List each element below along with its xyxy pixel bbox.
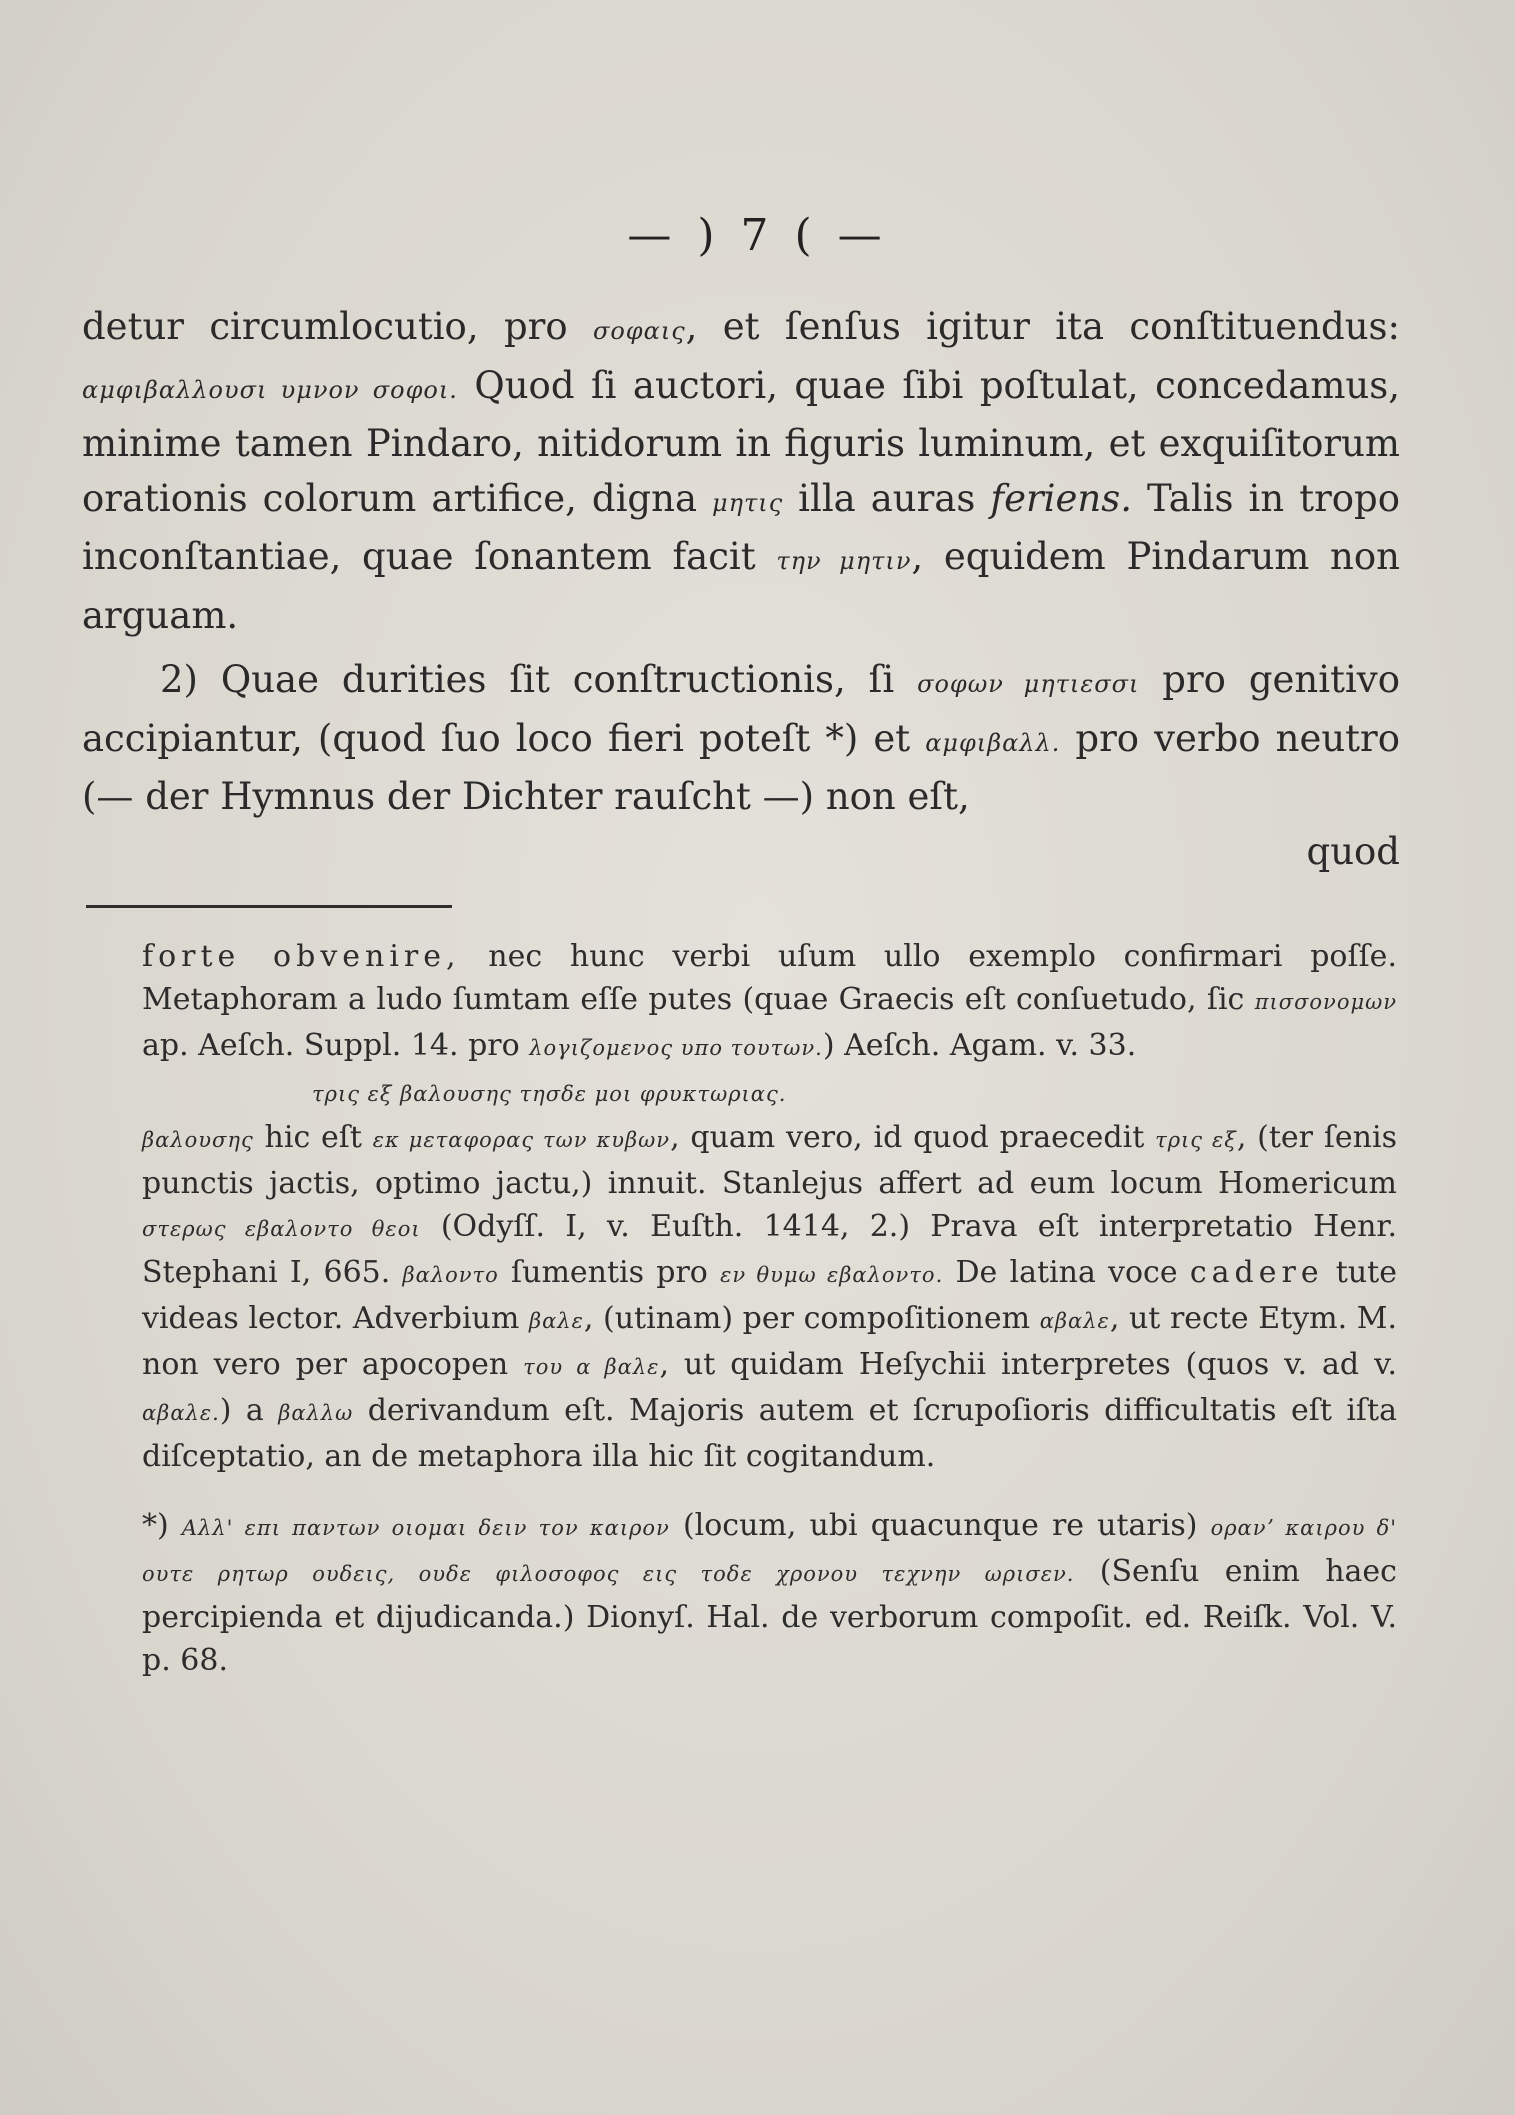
text: (locum, ubi quacunque re utaris) bbox=[682, 1508, 1198, 1543]
text: hic eſt bbox=[264, 1120, 362, 1155]
text: nec hunc verbi uſum ullo exemplo confirmari poſſe. Metaphoram a ludo ſumtam eſſe putes (quae Graecis eſt conſuetudo, ſic bbox=[142, 939, 1397, 1017]
text: ) a bbox=[219, 1393, 264, 1428]
text: 2) Quae durities ſit conſtructionis, ſi bbox=[160, 658, 895, 701]
text: Talis in tropo inconſtantiae, quae ſonantem facit bbox=[82, 476, 1400, 578]
text: ) Aeſch. Agam. v. 33. bbox=[822, 1028, 1137, 1063]
greek-text: εν θυμω εβαλοντο. bbox=[720, 1263, 944, 1287]
text: (Odyſſ. I, v. Euſth. 1414, 2.) Prava eſt interpretatio Henr. Stephani I, 665. bbox=[142, 1209, 1397, 1290]
greek-text: βαλουσης bbox=[142, 1128, 254, 1152]
text: ap. Aeſch. Suppl. 14. pro bbox=[142, 1028, 520, 1063]
footnotes bbox=[142, 935, 1397, 1682]
text: , equidem Pindarum non arguam. bbox=[82, 535, 1400, 637]
text: pro genitivo accipiantur, (quod ſuo loco fieri poteſt *) et bbox=[82, 658, 1400, 760]
text: , ut quidam Heſychii interpretes (quos v. ad v. bbox=[659, 1347, 1397, 1382]
greek-text: την μητιν bbox=[776, 547, 912, 575]
footnote-2 bbox=[142, 1504, 1397, 1682]
greek-text: εκ μεταφορας των κυβων bbox=[372, 1128, 671, 1152]
footnote-1-continued bbox=[142, 1116, 1397, 1478]
italic-text: feriens. bbox=[990, 476, 1132, 520]
footnote-1 bbox=[142, 935, 1397, 1070]
greek-text: στερως εβαλοντο θεοι bbox=[142, 1217, 421, 1241]
greek-text: βαλε bbox=[528, 1309, 584, 1333]
text: , et ſenſus igitur ita conſtituendus: bbox=[685, 305, 1401, 348]
footnote-divider bbox=[86, 905, 452, 908]
greek-text: σοφων μητιεσσι bbox=[917, 670, 1140, 698]
text: , (ter ſenis punctis jactis, optimo jactu,) innuit. Stanlejus affert ad eum locum Homericum bbox=[142, 1120, 1397, 1201]
spaced-text: cadere bbox=[1189, 1255, 1324, 1290]
text: , ut recte Etym. M. non vero per apocopen bbox=[142, 1301, 1398, 1382]
greek-text: του α βαλε bbox=[523, 1355, 660, 1379]
page-header: — ) 7 ( — bbox=[627, 210, 888, 261]
text: , (utinam) per compoſitionem bbox=[583, 1301, 1031, 1336]
greek-text: μητις bbox=[712, 488, 784, 517]
greek-text: τρις εξ bbox=[1155, 1128, 1237, 1152]
text: illa auras bbox=[798, 476, 976, 520]
main-text bbox=[82, 300, 1400, 879]
greek-text: αβαλε bbox=[1039, 1309, 1110, 1333]
footnote-marker: *) bbox=[142, 1508, 169, 1543]
catchword: quod bbox=[1306, 829, 1400, 873]
text: , quam vero, id quod praecedit bbox=[670, 1120, 1145, 1155]
greek-text: βαλοντο bbox=[402, 1263, 499, 1287]
paragraph-1 bbox=[82, 300, 1400, 643]
text: tute videas lector. Adverbium bbox=[142, 1255, 1397, 1336]
verse-quote bbox=[142, 1070, 1397, 1116]
greek-text: σοφαις bbox=[592, 317, 686, 345]
paragraph-2 bbox=[82, 653, 1400, 825]
greek-text: αβαλε. bbox=[142, 1401, 220, 1425]
text: derivandum eſt. Majoris autem et ſcrupoſioris difficultatis eſt iſta diſceptatio, an de metaphora illa hic ſit cogitandum. bbox=[142, 1393, 1397, 1474]
text: detur circumlocutio, pro bbox=[82, 305, 568, 348]
greek-text: αμφιβαλλ. bbox=[925, 728, 1061, 757]
greek-text: ορανʼ καιρου δ' ουτε ρητωρ ουδεις, ουδε φιλοσοφος εις τοδε χρονου τεχνην ωρισεν. bbox=[142, 1516, 1398, 1586]
spaced-text: forte obvenire, bbox=[142, 939, 461, 974]
greek-text: πισσονομων bbox=[1254, 990, 1397, 1014]
text: De latina voce bbox=[955, 1255, 1178, 1290]
greek-text: αμφιβαλλουσι υμνον σοφοι. bbox=[82, 375, 458, 404]
text: ſumentis pro bbox=[511, 1255, 708, 1290]
text: Quod ſi auctori, quae ſibi poſtulat, concedamus, minime tamen Pindaro, nitidorum in figuris luminum, et exquiſitorum orationis colorum artifice, digna bbox=[82, 363, 1400, 520]
greek-text: βαλλω bbox=[278, 1401, 354, 1425]
greek-text: Αλλ' επι παντων οιομαι δειν τον καιρον bbox=[181, 1516, 670, 1540]
greek-text: λογιζομενος υπο τουτων. bbox=[529, 1036, 823, 1060]
text: pro verbo neutro (— der Hymnus der Dichter rauſcht —) non eſt, bbox=[82, 716, 1400, 818]
text: (Senſu enim haec percipienda et dijudicanda.) Dionyſ. Hal. de verborum compoſit. ed. Reiſk. Vol. V. p. 68. bbox=[142, 1554, 1397, 1678]
greek-verse: τρις εξ βαλουσης τησδε μοι φρυκτωριας. bbox=[312, 1082, 787, 1106]
